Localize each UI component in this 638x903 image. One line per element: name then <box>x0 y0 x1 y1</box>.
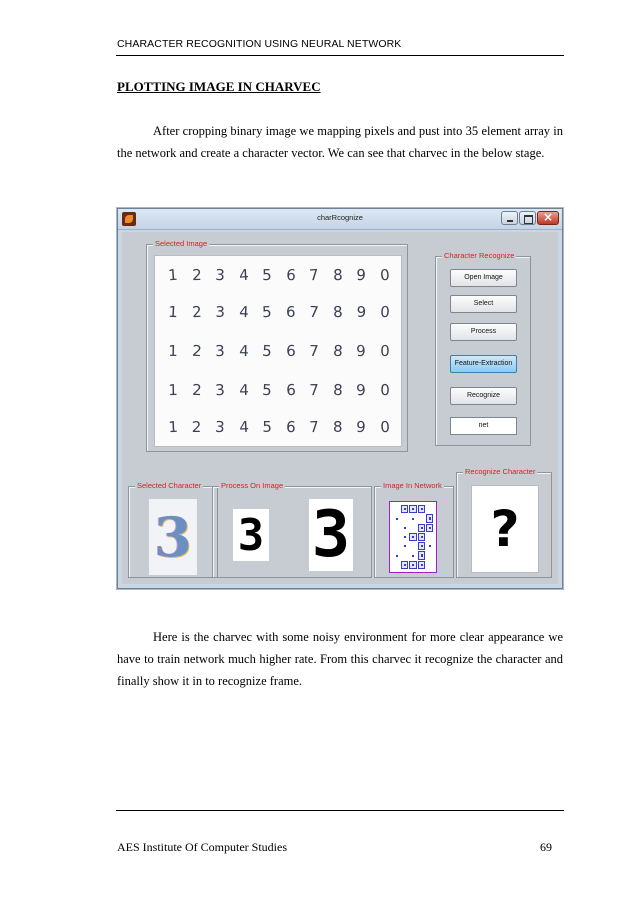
processed-glyph-small: 3 <box>237 509 265 561</box>
digit-sample: 1 <box>168 341 178 361</box>
network-cell <box>401 524 408 532</box>
network-cell <box>418 561 425 569</box>
selected-image-canvas <box>154 255 402 447</box>
digit-sample: 8 <box>333 418 343 436</box>
network-cell <box>401 533 408 541</box>
paragraph-2-text: Here is the charvec with some noisy environment for more clear appearance we have to train network much higher rate. From this charvec it recognize the character and finally show it in to recognize frame. <box>117 630 563 688</box>
figure-client-area <box>122 232 558 584</box>
network-name-field[interactable]: net <box>450 417 517 435</box>
digit-sample: 9 <box>356 417 367 437</box>
image-in-network-panel <box>374 481 454 578</box>
paragraph-2 <box>117 626 563 692</box>
network-cell <box>426 542 433 550</box>
running-header: CHARACTER RECOGNITION USING NEURAL NETWORK <box>117 38 402 50</box>
open-image-button[interactable]: Open Image <box>450 269 517 287</box>
character-recognize-label: Character Recognize <box>444 251 515 260</box>
selected-character-label: Selected Character <box>137 481 202 490</box>
network-cell <box>426 551 433 559</box>
network-cell <box>426 533 433 541</box>
digit-sample: 7 <box>309 302 320 322</box>
network-cell <box>426 524 433 532</box>
digit-sample: 2 <box>191 418 202 436</box>
digit-sample: 2 <box>191 341 202 361</box>
network-cell <box>418 524 425 532</box>
digit-sample: 3 <box>215 303 225 321</box>
network-cell <box>393 542 400 550</box>
recognize-button[interactable]: Recognize <box>450 387 517 405</box>
network-cell <box>426 505 433 513</box>
digit-sample: 8 <box>332 265 343 285</box>
digit-row <box>163 262 395 292</box>
digit-sample: 4 <box>238 380 249 400</box>
selected-character-panel <box>128 481 218 578</box>
network-cell <box>409 551 416 559</box>
network-cell <box>393 514 400 522</box>
digit-sample: 4 <box>238 302 249 322</box>
network-cell <box>401 542 408 550</box>
digit-sample: 0 <box>379 265 391 285</box>
digit-sample: 3 <box>214 380 226 400</box>
select-button[interactable]: Select <box>450 295 517 313</box>
digit-sample: 9 <box>356 380 367 400</box>
process-button[interactable]: Process <box>450 323 517 341</box>
digit-sample: 2 <box>191 302 202 322</box>
footer-rule <box>116 810 564 811</box>
digit-sample: 3 <box>215 265 226 285</box>
digit-sample: 1 <box>167 417 179 437</box>
digit-sample: 8 <box>332 380 343 400</box>
network-cell <box>401 514 408 522</box>
page-number: 69 <box>540 840 552 854</box>
recognize-character-label: Recognize Character <box>465 467 536 476</box>
maximize-icon[interactable] <box>519 211 536 225</box>
digit-sample: 0 <box>379 302 391 322</box>
app-window <box>117 208 563 589</box>
network-cell <box>393 533 400 541</box>
digit-sample: 5 <box>262 418 272 436</box>
digit-sample: 5 <box>261 341 273 361</box>
header-rule <box>116 55 564 56</box>
selected-image-panel <box>146 239 408 452</box>
digit-row <box>163 374 395 404</box>
network-cell <box>393 561 400 569</box>
digit-sample: 3 <box>214 417 226 437</box>
digit-sample: 4 <box>238 265 249 285</box>
digit-sample: 5 <box>262 265 273 285</box>
digit-sample: 9 <box>356 341 367 361</box>
close-icon[interactable] <box>537 211 559 225</box>
digit-sample: 7 <box>309 380 320 400</box>
digit-sample: 7 <box>309 341 320 361</box>
digit-sample: 7 <box>309 417 320 437</box>
digit-sample: 0 <box>380 380 390 400</box>
digit-row <box>163 298 395 328</box>
selected-character-image <box>149 499 197 575</box>
recognized-character-glyph: ? <box>490 500 520 558</box>
network-cell <box>393 524 400 532</box>
digit-row <box>163 336 395 366</box>
section-heading: PLOTTING IMAGE IN CHARVEC <box>117 79 321 94</box>
feature-extraction-button[interactable]: Feature-Extraction <box>450 355 517 373</box>
network-cell <box>393 551 400 559</box>
titlebar[interactable] <box>118 209 562 230</box>
digit-sample: 4 <box>238 417 249 437</box>
digit-sample: 1 <box>167 302 179 322</box>
processed-glyph-large: 3 <box>311 498 351 572</box>
recognized-character-image <box>471 485 539 573</box>
network-cell <box>401 505 408 513</box>
digit-sample: 7 <box>308 265 320 285</box>
network-cell <box>418 505 425 513</box>
selected-character-glyph: 3 <box>154 505 192 569</box>
network-cell <box>393 505 400 513</box>
digit-sample: 6 <box>285 341 296 361</box>
network-cell <box>426 561 433 569</box>
digit-sample: 8 <box>332 341 344 361</box>
digit-sample: 6 <box>285 265 296 285</box>
network-cell <box>418 533 425 541</box>
window-title: charRcognize <box>317 213 363 222</box>
digit-sample: 5 <box>261 302 273 322</box>
recognize-character-panel <box>456 467 552 578</box>
minimize-icon[interactable] <box>501 211 518 225</box>
character-recognize-panel <box>435 251 531 446</box>
network-cell <box>401 561 408 569</box>
network-cell <box>418 542 425 550</box>
network-cell <box>426 514 433 522</box>
digit-sample: 3 <box>215 341 226 361</box>
selected-image-label: Selected Image <box>155 239 208 248</box>
digit-row <box>163 410 395 440</box>
digit-sample: 9 <box>356 303 367 321</box>
digit-sample: 6 <box>285 380 297 400</box>
network-cell <box>409 514 416 522</box>
digit-sample: 4 <box>238 341 249 361</box>
digit-sample: 2 <box>191 380 202 400</box>
network-cell <box>418 514 425 522</box>
processed-image-small <box>233 509 269 561</box>
paragraph-1 <box>117 120 563 164</box>
digit-sample: 9 <box>356 265 367 285</box>
network-cell <box>409 533 416 541</box>
digit-sample: 6 <box>285 417 296 437</box>
network-cell <box>418 551 425 559</box>
footer-institute: AES Institute Of Computer Studies <box>117 840 287 854</box>
network-cell <box>409 524 416 532</box>
digit-sample: 5 <box>262 380 273 400</box>
processed-image-large <box>309 499 353 571</box>
network-cell <box>409 505 416 513</box>
process-on-image-panel <box>212 481 372 578</box>
digit-sample: 1 <box>168 380 178 400</box>
digit-sample: 6 <box>285 303 296 321</box>
digit-sample: 2 <box>191 265 202 285</box>
image-in-network-label: Image In Network <box>383 481 442 490</box>
digit-sample: 0 <box>379 417 391 437</box>
network-vector-grid <box>389 501 437 573</box>
network-cell <box>401 551 408 559</box>
network-cell <box>409 542 416 550</box>
digit-sample: 1 <box>167 265 179 285</box>
network-cell <box>409 561 416 569</box>
digit-sample: 0 <box>379 341 390 361</box>
process-on-image-label: Process On Image <box>221 481 284 490</box>
paragraph-1-text: After cropping binary image we mapping pixels and pust into 35 element array in the network and create a character vector. We can see that charvec in the below stage. <box>117 124 563 160</box>
digit-sample: 8 <box>332 302 344 322</box>
